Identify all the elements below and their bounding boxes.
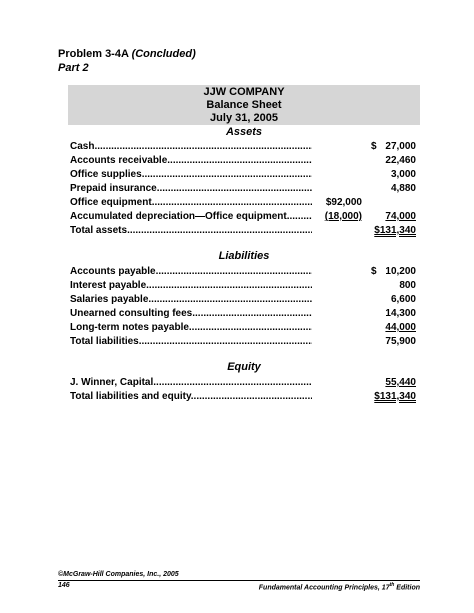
row-label: Office supplies ..... [70,168,312,182]
assets-heading: Assets [225,126,263,138]
statement-name: Balance Sheet [206,99,282,111]
equity-row-capital [70,376,420,390]
row-label: Long-term notes payable ..... [70,321,312,335]
amount: 3,000 [390,169,416,180]
asset-row-accounts-receivable [70,154,420,168]
asset-row-total-assets [70,224,420,238]
amount: 14,300 [385,308,416,319]
problem-concluded: (Concluded) [131,48,196,60]
amount: 22,460 [385,155,416,166]
row-label: Office equipment ..... [70,196,312,210]
currency-sign: $ [371,266,377,277]
copyright-notice: ©McGraw-Hill Companies, Inc., 2005 [58,571,179,578]
row-label: Total assets ..... [70,224,312,238]
row-label: Interest payable ..... [70,279,312,293]
amount: $131,340 [374,391,416,402]
equity-heading: Equity [227,361,261,373]
amount: 44,000 [385,322,416,333]
problem-title [58,48,196,60]
row-label: Total liabilities and equity ..... [70,390,312,404]
company-name: JJW COMPANY [203,86,285,98]
footer-divider [58,580,420,581]
book-title-text: Fundamental Accounting Principles, 17 [258,584,390,592]
amount: 4,880 [390,183,416,194]
row-label: J. Winner, Capital ..... [70,376,312,390]
amount: 55,440 [385,377,416,388]
row-label: Salaries payable ..... [70,293,312,307]
liability-row-interest-payable [70,279,420,293]
liabilities-heading: Liabilities [218,250,270,262]
liability-row-salaries-payable [70,293,420,307]
asset-row-prepaid-insurance [70,182,420,196]
amount: 75,900 [385,336,416,347]
sub-amount: (18,000) [324,211,362,222]
row-label: Accumulated depreciation—Office equipment ..... [70,210,312,224]
amount: 74,000 [385,211,416,222]
amount: 10,200 [385,266,416,277]
row-label: Accounts receivable ..... [70,154,312,168]
row-label: Unearned consulting fees ..... [70,307,312,321]
book-title-superscript: th [389,582,395,588]
liability-row-long-term-notes [70,321,420,335]
amount: $131,340 [374,225,416,236]
problem-number: Problem 3-4A [58,48,129,60]
amount: 6,600 [390,294,416,305]
balance-sheet-header [68,85,420,125]
liability-row-unearned-consulting-fees [70,307,420,321]
row-label: Accounts payable ..... [70,265,312,279]
sub-amount: $92,000 [325,197,362,208]
statement-date: July 31, 2005 [210,112,278,124]
asset-row-office-supplies [70,168,420,182]
equity-row-total-liabilities-equity [70,390,420,404]
amount: 27,000 [385,141,416,152]
liability-row-total-liabilities [70,335,420,349]
asset-row-accumulated-depreciation [70,210,420,224]
row-label: Total liabilities ..... [70,335,312,349]
part-label: Part 2 [58,62,89,74]
book-title [259,582,420,591]
row-label: Cash ..... [70,140,312,154]
asset-row-cash [70,140,420,154]
book-title-suffix: Edition [394,584,420,592]
currency-sign: $ [371,141,377,152]
asset-row-office-equipment [70,196,420,210]
page-number: 146 [58,582,70,589]
amount: 800 [399,280,416,291]
liability-row-accounts-payable [70,265,420,279]
row-label: Prepaid insurance ..... [70,182,312,196]
